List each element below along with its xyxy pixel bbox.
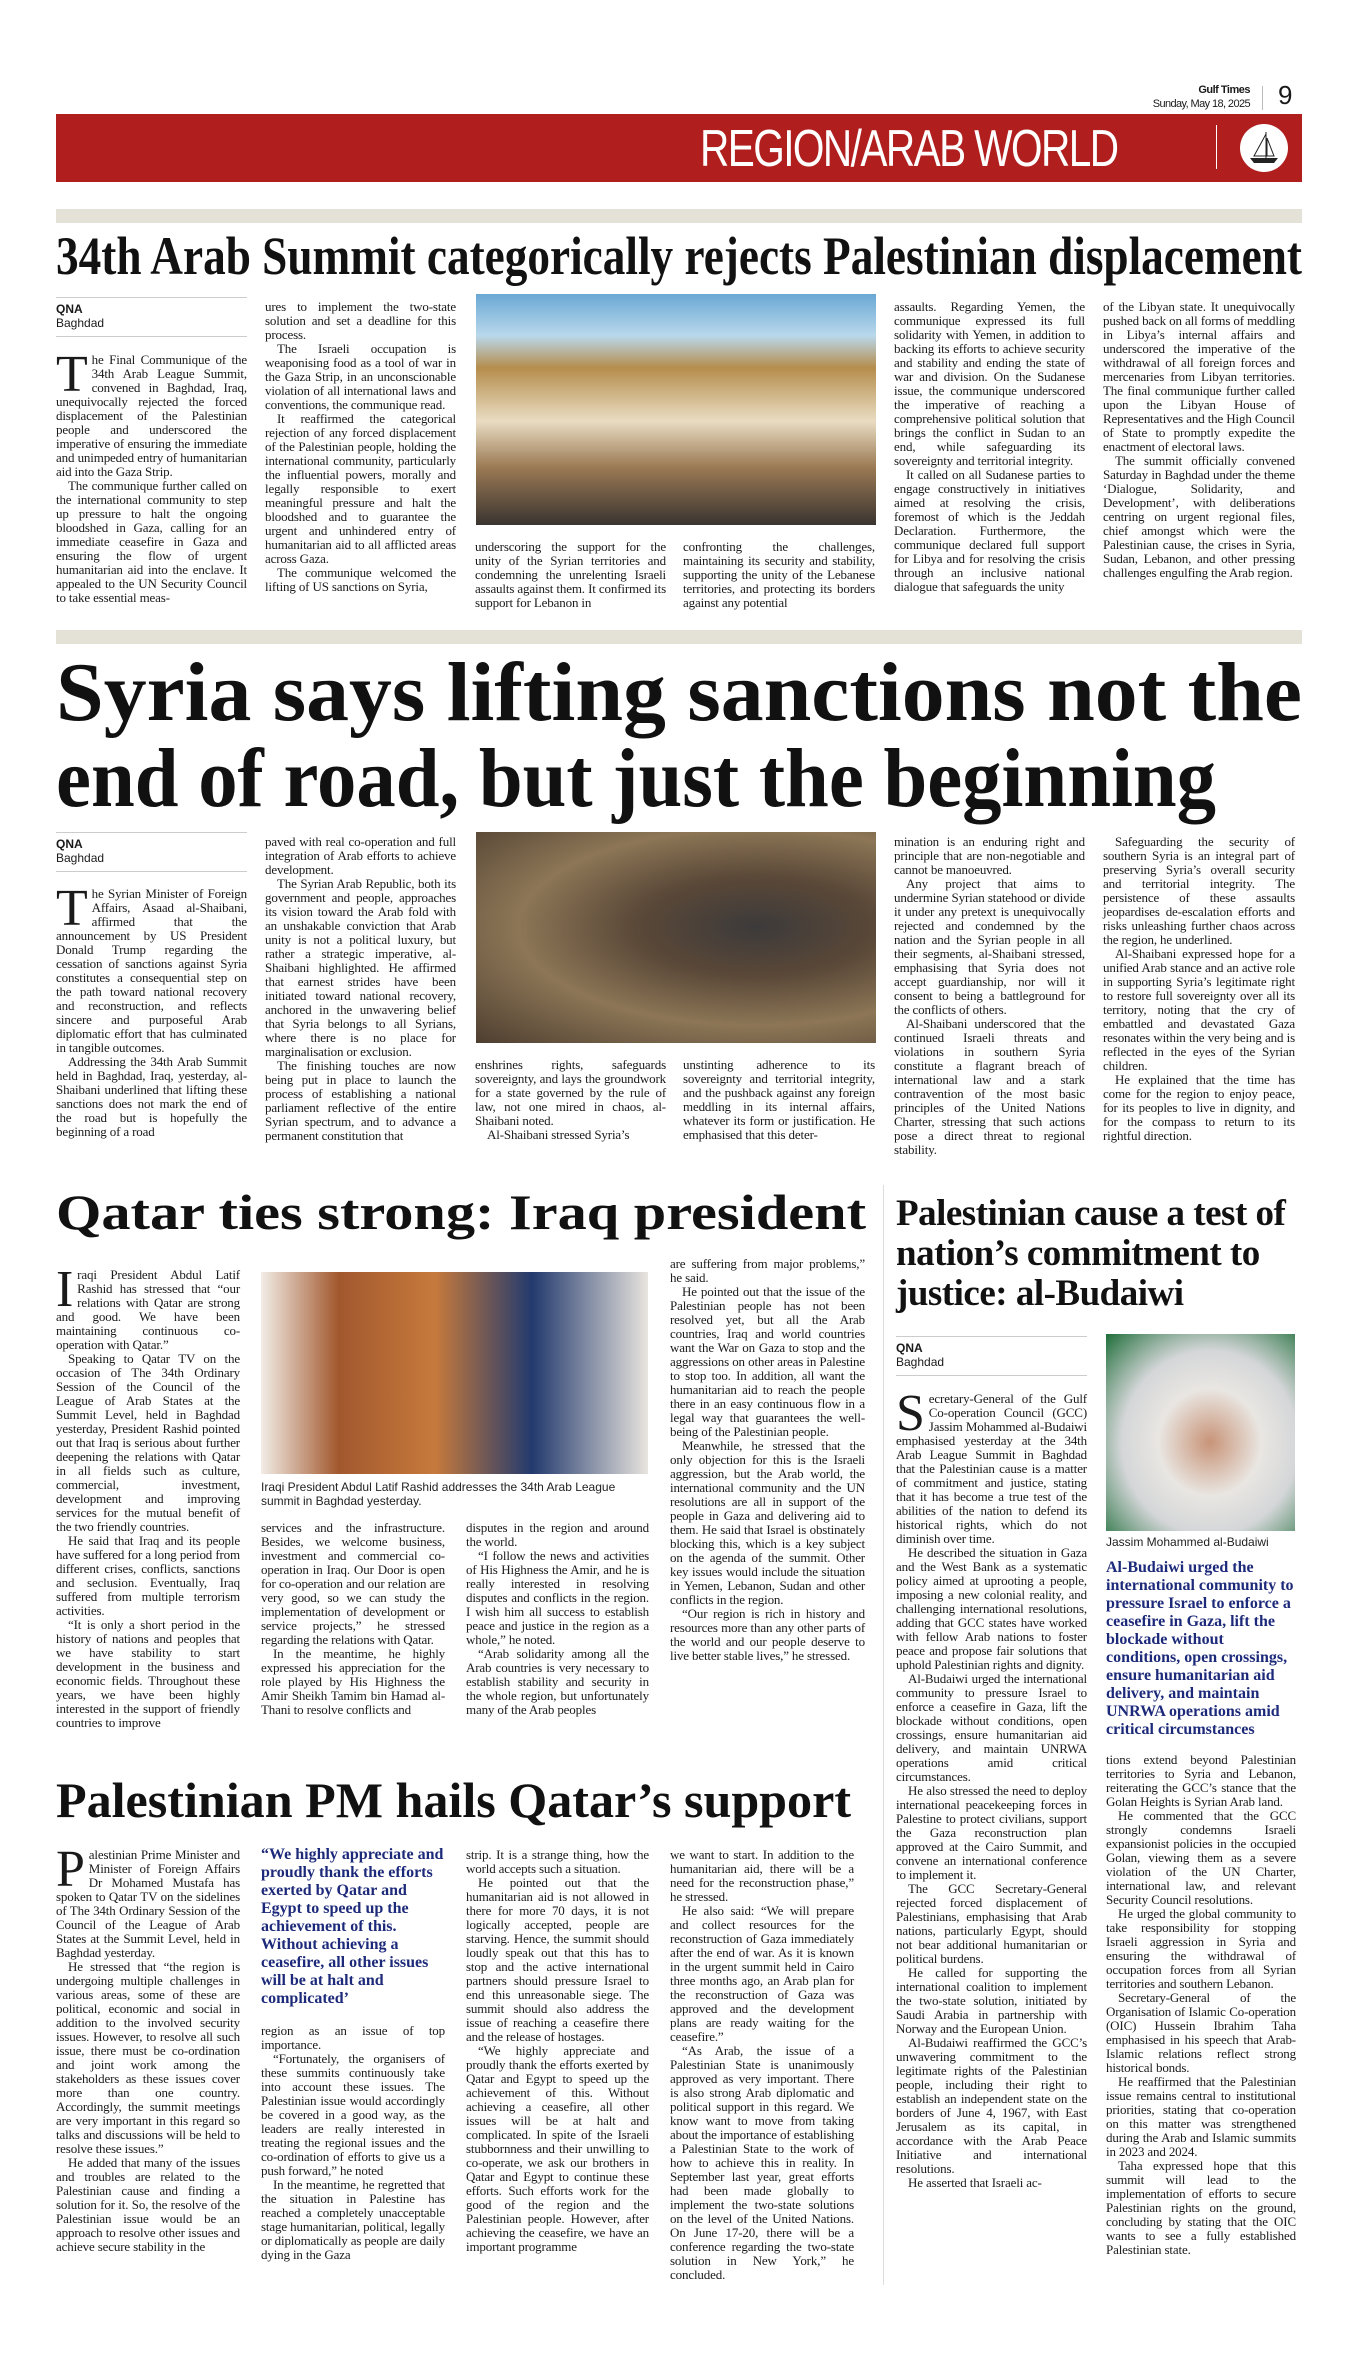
budaiwi-article-right	[1106, 1334, 1301, 2257]
paragraph: Speaking to Qatar TV on the occasion of The 34th Ordinary Session of the Council of the League of Arab States at the Summit Level, held in Baghdad yesterday, President Rashid pointed out that Iraq is serious about further deepening the relations with Qatar in all fields such as culture, commercial, investment, development and improving services for the mutual benefit of the two friendly countries.	[56, 1351, 240, 1534]
pm-column-two	[261, 1846, 446, 2262]
paragraph: He pointed out that the issue of the Palestinian people has not been resolved yet, but all the Arab countries, Iraq and world countries want the War on Gaza to stop and the aggressions on other areas in Palestine to stop too. In addition, all want the humanitarian aid to reach the people there in an easy continuous flow in a legal way that guarantees the well-being of the Palestinian people.	[670, 1284, 865, 1439]
paragraph: The Israeli occupation is weaponising food as a tool of war in the Gaza Strip, in an unconscionable violation of all international laws and conventions, the communique read.	[265, 341, 456, 412]
paragraph: Palestinian Prime Minister and Minister of Foreign Affairs Dr Mohamed Mustafa has spoken to Qatar TV on the sidelines of The 34th Ordinary Session of the Council of the League of Arab States at the Summit Level, held in Baghdad yesterday.	[56, 1841, 240, 1960]
paragraph: we want to start. In addition to the humanitarian aid, there will be a need for the reconstruction phase,” he stressed.	[670, 1847, 854, 1904]
paragraph: of the Libyan state. It unequivocally pushed back on all forms of meddling in Libya’s internal affairs and underscored the imperative of the withdrawal of all foreign forces and mercenaries from Libyan territories. The final communique further called upon the Libyan House of Representatives and the High Council of State to promptly expedite the enactment of electoral laws.	[1103, 299, 1295, 454]
headline-line: end of road, but just the beginning	[56, 732, 1216, 825]
paragraph: region as an issue of top importance.	[261, 2023, 445, 2052]
section-title: REGION/ARAB WORLD	[700, 120, 1118, 178]
paragraph: He reaffirmed that the Palestinian issue remains central to institutional priorities, stating that co-operation on this matter was strengthened during the Arab and Islamic summits in 2023 and 2024.	[1106, 2074, 1296, 2159]
article-column	[265, 835, 456, 1143]
article-column	[670, 1848, 854, 2282]
paragraph: tions extend beyond Palestinian territories to Syria and Lebanon, reiterating the GCC’s stance that the Golan Heights is Syrian Arab land.	[1106, 1752, 1296, 1809]
headline-budaiwi: Palestinian cause a test of nation’s commitment to justice: al-Budaiwi	[896, 1193, 1286, 1314]
article-column	[475, 1058, 666, 1142]
paragraph: Addressing the 34th Arab Summit held in Baghdad, Iraq, yesterday, al-Shaibani underlined that lifting these sanctions does not mark the end of the road but is hopefully the beginning of a road	[56, 1054, 247, 1139]
headline-palestinian-pm: Palestinian PM hails Qatar’s support	[56, 1772, 852, 1828]
article-column	[683, 1058, 875, 1142]
byline-agency: QNA	[56, 302, 83, 316]
divider	[1216, 125, 1217, 169]
article-column	[1103, 300, 1295, 580]
paragraph: The communique welcomed the lifting of US sanctions on Syria,	[265, 565, 456, 594]
paragraph: “Our region is rich in history and resources more than any other parts of the world and our people deserve to live better stable lives,” he stressed.	[670, 1606, 865, 1663]
byline-agency: QNA	[896, 1341, 923, 1355]
paragraph: “I follow the news and activities of His Highness the Amir, and he is really interested in resolving disputes and conflicts in the region. I wish him all success to establish peace and justice in the region as a whole,” he noted.	[466, 1548, 649, 1647]
paragraph: He also said: “We will prepare and collect resources for the reconstruction of Gaza immediately after the end of war. As it is known in the urgent summit held in Cairo three months ago, an Arab plan for the reconstruction of Gaza was approved and the development plans are ready waiting for the ceasefire.”	[670, 1903, 854, 2044]
paragraph: “We highly appreciate and proudly thank the efforts exerted by Qatar and Egypt to speed up the achievement of this. Without achieving a ceasefire, all other issues will be at halt and complicated. In spite of the Israeli stubbornness and their unwilling to co-operate, we ask our brothers in Qatar and Egypt to continue these efforts. Such efforts work for the good of the region and the Palestinian people. However, after achieving the ceasefire, we have an important programme	[466, 2043, 649, 2254]
article-column	[670, 1257, 865, 1663]
article-column	[896, 1385, 1087, 2190]
paragraph: The Syrian Arab Republic, both its government and people, approaches its vision toward the Arab fold with an unshakable conviction that Arab unity is not a political luxury, but rather a strategic imperative, al-Shaibani highlighted. He affirmed that earnest strides have been initiated toward national recovery, anchored in the unwavering belief that Syria belongs to all Syrians, where there is no place for marginalisation or exclusion.	[265, 876, 456, 1059]
paragraph: He added that many of the issues and troubles are related to the Palestinian cause and finding a solution for it. So, the resolve of the Palestinian issue would be an approach to resolve other issues and achieve secure stability in the	[56, 2155, 240, 2254]
separator-bar	[56, 209, 1302, 223]
article-column	[265, 300, 456, 594]
photo-caption: Jassim Mohammed al-Budaiwi	[1106, 1535, 1269, 1549]
newspaper-name: Gulf Times	[1198, 84, 1250, 96]
paragraph: “As Arab, the issue of a Palestinian State is unanimously approved as very important. There is also strong Arab diplomatic and political support in this regard. We know want to move from taking about the importance of establishing a Palestinian State to the work of how to achieve this in reality. In September last year, great efforts had been made globally to implement the two-state solutions on the level of the United Nations. On June 17-20, there will be a conference regarding the two-state solution in New York,” he concluded.	[670, 2043, 854, 2282]
paragraph: Al-Budaiwi reaffirmed the GCC’s unwavering commitment to the legitimate rights of the Palestinian people, including their right to establish an independent state on the borders of June 4, 1967, with East Jerusalem as its capital, in accordance with the Arab Peace Initiative and international resolutions.	[896, 2035, 1087, 2176]
paragraph: mination is an enduring right and principle that are non-negotiable and cannot be manoeuvred.	[894, 834, 1085, 877]
paragraph: ures to implement the two-state solution and set a deadline for this process.	[265, 299, 456, 342]
paragraph: In the meantime, he highly expressed his appreciation for the role played by His Highness the Amir Sheikh Tamim bin Hamad al-Thani to resolve conflicts and	[261, 1646, 445, 1717]
paragraph: The GCC Secretary-General rejected forced displacement of Palestinians, emphasising that Arab nations, particularly Egypt, should not bear additional humanitarian or political burdens.	[896, 1881, 1087, 1966]
headline-qatar-ties: Qatar ties strong: Iraq president	[56, 1184, 866, 1240]
pull-quote: Al-Budaiwi urged the international community to pressure Israel to enforce a ceasefire in Gaza, lift the blockade without conditions, open crossings, ensure humanitarian aid delivery, and maintain UNRWA operations amid critical circumstances	[1106, 1559, 1294, 1738]
paragraph: It reaffirmed the categorical rejection of any forced displacement of the Palestinian people, holding the international community, particularly the influential powers, morally and legally responsible to exert meaningful pressure and halt the bloodshed and to guarantee the urgent and unhindered entry of humanitarian aid to all afflicted areas across Gaza.	[265, 411, 456, 566]
headline-line: Syria says lifting sanctions not the	[56, 646, 1302, 739]
byline-agency: QNA	[56, 837, 83, 851]
summit-hall-photo	[476, 294, 876, 525]
paragraph: He said that Iraq and its people have suffered for a long period from different crises, conflicts, sanctions and seclusion. Eventually, Iraq suffered from multiple terrorism activities.	[56, 1533, 240, 1618]
byline-dateline: Baghdad	[56, 851, 105, 865]
paragraph: He commented that the GCC strongly condemns Israeli expansionist policies in the occupied Golan, viewing them as a severe violation of the UN Charter, international law, and relevant Security Council resolutions.	[1106, 1808, 1296, 1907]
separator-bar	[56, 630, 1302, 644]
headline-syria	[56, 646, 1302, 825]
article-column	[56, 1261, 240, 1730]
paragraph: He called for supporting the international coalition to implement the two-state solution, initiated by Saudi Arabia in partnership with Norway and the European Union.	[896, 1965, 1087, 2036]
byline-dateline: Baghdad	[56, 316, 105, 330]
paragraph: Secretary-General of the Organisation of Islamic Co-operation (OIC) Hussein Ibrahim Taha emphasised in his speech that Arab-Islamic relations reflect strong historical bonds.	[1106, 1990, 1296, 2075]
paragraph: He also stressed the need to deploy international peacekeeping forces in Palestine to protect civilians, support the Gaza reconstruction plan approved at the Cairo Summit, and convene an international conference to implement it.	[896, 1783, 1087, 1882]
iraqi-president-photo	[261, 1272, 648, 1474]
paragraph: “Fortunately, the organisers of these summits continuously take into account these issues. The Palestinian issue would accordingly be covered in a good way, as the leaders are really interested in treating the regional issues and the co-ordination of efforts to give us a push forward,” he noted	[261, 2051, 445, 2178]
paragraph: Meanwhile, he stressed that the only objection for this is the Israeli aggression, but the Arab world, the international community and the UN resolutions are all in support of the people in Gaza and delivering aid to them. He said that Israel is obstinately blocking this, which is a key subject on the agenda of the summit. Other key issues would include the situation in Yemen, Lebanon, Sudan and other conflicts in the region.	[670, 1438, 865, 1607]
paragraph: The Syrian Minister of Foreign Affairs, Asaad al-Shaibani, affirmed that the announcement by US President Donald Trump regarding the cessation of sanctions against Syria constitutes a consequential step on the path toward national recovery and reconstruction, and reflects sincere and purposeful Arab diplomatic effort that has culminated in tangible outcomes.	[56, 880, 247, 1055]
paragraph: Secretary-General of the Gulf Co-operation Council (GCC) Jassim Mohammed al-Budaiwi emphasised yesterday at the 34th Arab League Summit in Baghdad that the Palestinian cause is a matter of commitment and justice, stating that it has become a true test of the abilities of the nation to defend its historical rights, which do not diminish over time.	[896, 1385, 1087, 1546]
photo-caption: Iraqi President Abdul Latif Rashid addresses the 34th Arab League summit in Baghdad yesterday.	[261, 1480, 616, 1508]
paragraph: He urged the global community to take responsibility for stopping Israeli aggression in Syria and ensuring the withdrawal of occupation forces from all Syrian territories and southern Lebanon.	[1106, 1906, 1296, 1991]
paragraph: “It is only a short period in the history of nations and peoples that we have stability to start development in the business and economic fields. Throughout these years, we have been highly interested in the support of friendly countries to improve	[56, 1617, 240, 1730]
article-column	[466, 1521, 649, 1717]
paragraph: unstinting adherence to its sovereignty and territorial integrity, and the pushback against any foreign meddling in its internal affairs, whatever its form or justification. He emphasised that this deter-	[683, 1057, 875, 1142]
headline-arab-summit: 34th Arab Summit categorically rejects Palestinian displacement	[56, 226, 1302, 286]
paragraph: The summit officially convened Saturday in Baghdad under the theme ‘Dialogue, Solidarity, and Development’, with deliberations centring on urgent regional files, chief amongst which were the Palestinian cause, the crises in Syria, Sudan, Lebanon, and other pressing challenges engulfing the Arab region.	[1103, 453, 1295, 580]
pull-quote: “We highly appreciate and proudly thank the efforts exerted by Qatar and Egypt to speed up the achievement of this. Without achieving a ceasefire, all other issues will be at halt and complicated’	[261, 1846, 444, 2007]
article-column	[466, 1848, 649, 2254]
paragraph: In the meantime, he regretted that the situation in Palestine has reached a completely unacceptable stage humanitarian, political, legally or diplomatically as people are daily dying in the Gaza	[261, 2177, 445, 2262]
paragraph: Taha expressed hope that this summit will lead to the implementation of efforts to secure Palestinian rights on the ground, concluding by stating that the OIC wants to see a fully established Palestinian state.	[1106, 2158, 1296, 2257]
paragraph: It called on all Sudanese parties to engage constructively in initiatives aimed at resolving the crisis, foremost of which is the Jeddah Declaration. Furthermore, the communique declared full support for Libya and for resolving the crisis through an inclusive national dialogue that safeguards the unity	[894, 467, 1085, 594]
article-column	[894, 835, 1085, 1157]
divider	[1262, 86, 1263, 110]
paragraph: Al-Budaiwi urged the international community to pressure Israel to enforce a ceasefire in Gaza, lift the blockade without conditions, open crossings, ensure humanitarian aid delivery, and maintain UNRWA operations amid critical circumstances.	[896, 1671, 1087, 1784]
photo-block	[261, 1272, 651, 1508]
article-column	[475, 540, 666, 610]
paragraph: Al-Shaibani expressed hope for a unified Arab stance and an active role in supporting Syria’s legitimate right to restore full sovereignty over all its territory, noting that the cry of embattled and devastated Gaza resonates within the very being and is reflected in the eyes of the Syrian children.	[1103, 946, 1295, 1073]
article-column	[56, 1841, 240, 2254]
paragraph: underscoring the support for the unity of the Syrian territories and condemning the unrelenting Israeli assaults against them. It confirmed its support for Lebanon in	[475, 539, 666, 610]
paragraph: Any project that aims to undermine Syrian statehood or divide it under any pretext is unequivocally rejected and condemned by the nation and the Syrian people in all their segments, al-Shaibani stressed, emphasising that Syria does not accept guardianship, nor will it consent to being a battleground for the conflicts of others.	[894, 876, 1085, 1017]
paragraph: “Arab solidarity among all the Arab countries is very necessary to establish stability and security in the whole region, but unfortunately many of the Arab peoples	[466, 1646, 649, 1717]
paragraph: Iraqi President Abdul Latif Rashid has stressed that “our relations with Qatar are strong and good. We have been maintaining continuous co-operation with Qatar.”	[56, 1261, 240, 1352]
article-column	[56, 346, 247, 605]
paragraph: services and the infrastructure. Besides, we welcome business, investment and commercial co-operation in Iraq. Our Door is open for co-operation and our relation are very good, so we can study the implementation of development or service projects,” he stressed regarding the relations with Qatar.	[261, 1520, 445, 1647]
article-column	[1106, 1753, 1296, 2257]
paragraph: strip. It is a strange thing, how the world accepts such a situation.	[466, 1847, 649, 1876]
article-column	[894, 300, 1085, 594]
paragraph: He asserted that Israeli ac-	[908, 2175, 1042, 2190]
page-number: 9	[1278, 80, 1293, 110]
article-column	[261, 2024, 445, 2262]
byline-dateline: Baghdad	[896, 1355, 945, 1369]
paragraph: He pointed out that the humanitarian aid is not allowed in there for more 70 days, it is not logically accepted, people are starving. Hence, the summit should loudly speak out that this has to stop and the active international partners should pressure Israel to end this unreasonable siege. The summit should also address the issue of reaching a ceasefire there and the release of hostages.	[466, 1875, 649, 2044]
byline	[56, 832, 247, 872]
paragraph: Safeguarding the security of southern Syria is an integral part of preserving Syria’s overall security and territorial integrity. The persistence of these assaults jeopardises de-escalation efforts and risks unleashing further chaos across the region, he underlined.	[1103, 834, 1295, 947]
paragraph: Al-Shaibani underscored that the continued Israeli threats and violations in southern Syria constitute a flagrant breach of international law and a stark contravention of the most basic principles of the United Nations Charter, stressing that such actions pose a direct threat to regional stability.	[894, 1016, 1085, 1157]
byline	[56, 297, 247, 337]
paragraph: Al-Shaibani stressed Syria’s	[487, 1127, 630, 1142]
column-divider	[883, 1185, 884, 2285]
paragraph: confronting the challenges, maintaining its security and stability, supporting the unity of the Lebanese territories, and protecting its borders against any potential	[683, 539, 875, 610]
article-column	[1103, 835, 1295, 1143]
paragraph: enshrines rights, safeguards sovereignty, and lays the groundwork for a state governed by the rule of law, not one mired in chaos, al-Shaibani noted.	[475, 1057, 666, 1128]
paragraph: are suffering from major problems,” he said.	[670, 1256, 865, 1285]
dhow-logo-icon	[1240, 124, 1288, 172]
byline	[896, 1336, 1087, 1376]
paragraph: paved with real co-operation and full integration of Arab efforts to achieve development.	[265, 834, 456, 877]
syrian-minister-photo	[476, 832, 876, 1043]
article-column	[683, 540, 875, 610]
paragraph: disputes in the region and around the world.	[466, 1520, 649, 1549]
paragraph: The Final Communique of the 34th Arab League Summit, convened in Baghdad, Iraq, unequivocally rejected the forced displacement of the Palestinian people and underscored the imperative of ensuring the immediate and unimpeded entry of humanitarian aid into the Gaza Strip.	[56, 346, 247, 479]
issue-date: Sunday, May 18, 2025	[1152, 98, 1250, 110]
paragraph: He described the situation in Gaza and the West Bank as a systematic policy aimed at uprooting a people, imposing a new colonial reality, and challenging international resolutions, adding that GCC states have worked with fellow Arab nations to foster peace and propose fair solutions that uphold Palestinian rights and dignity.	[896, 1545, 1087, 1672]
paragraph: He explained that the time has come for the region to enjoy peace, for its peoples to live in dignity, and for the compass to return to its rightful direction.	[1103, 1072, 1295, 1143]
budaiwi-portrait-photo	[1106, 1334, 1295, 1531]
article-column	[261, 1521, 445, 1717]
paragraph: The communique further called on the international community to step up pressure to halt the ongoing bloodshed in Gaza, calling for an immediate ceasefire in Gaza and ensuring the flow of urgent humanitarian aid into the enclave. It appealed to the UN Security Council to take essential meas-	[56, 478, 247, 605]
paragraph: The finishing touches are now being put in place to launch the process of establishing a national parliament reflective of the entire Syrian spectrum, and to advance a permanent constitution that	[265, 1058, 456, 1143]
paragraph: He stressed that “the region is undergoing multiple challenges in various areas, some of these are political, economic and social in addition to the involved security issues. However, to resolve all such issue, there must be co-ordination and joint work among the stakeholders as these issues cover more than one country. Accordingly, the summit meetings are very important in this regard so talks and discussions will be held to resolve these issues.”	[56, 1959, 240, 2156]
paragraph: assaults. Regarding Yemen, the communique expressed its full solidarity with Yemen, in addition to backing its efforts to achieve security and stability and ending the state of war and division. On the Sudanese issue, the communique underscored the imperative of reaching a comprehensive political solution that brings the conflict in Sudan to an end, while safeguarding its sovereignty and territorial integrity.	[894, 299, 1085, 468]
article-column	[56, 880, 247, 1139]
